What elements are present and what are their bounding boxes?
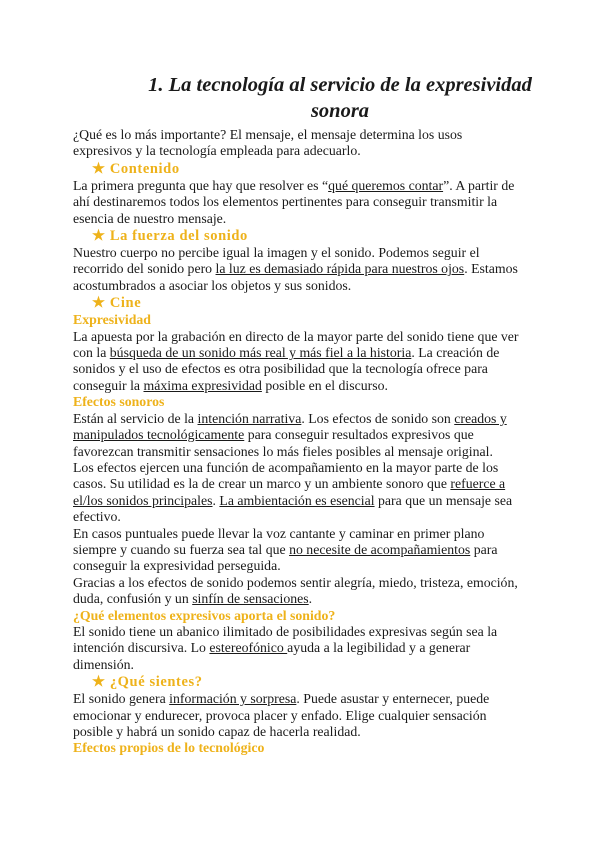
efectos-paragraph-3 xyxy=(73,526,523,575)
heading-elementos-expresivos: ¿Qué elementos expresivos aporta el sonido? xyxy=(73,607,336,623)
underlined-phrase: qué queremos contar xyxy=(328,177,444,193)
sientes-paragraph xyxy=(73,691,523,740)
efectos-paragraph-1 xyxy=(73,411,523,460)
underlined-phrase: La ambientación es esencial xyxy=(219,492,375,508)
text-run: . Estamos acostumbrados a asociar los objetos y sus sonidos. xyxy=(73,261,518,293)
heading-efectos-sonoros: Efectos sonoros xyxy=(73,394,165,410)
title-line-1: 1. La tecnología al servicio de la expresividad xyxy=(148,74,532,96)
intro-paragraph: ¿Qué es lo más importante? El mensaje, el mensaje determina los usos expresivos y la tecnología empleada para adecuarlo. xyxy=(73,127,463,159)
heading-contenido: ★ Contenido xyxy=(92,160,180,177)
text-run: . xyxy=(212,492,220,508)
text-run: Los efectos ejercen una función de acompañamiento en la mayor parte de los casos. Su utilidad es la de crear un marco y un ambiente sonoro que xyxy=(73,459,499,492)
text-run: para conseguir la expresividad perseguida. xyxy=(73,541,498,574)
efectos-paragraph-4 xyxy=(73,575,523,608)
text-run: para que un mensaje sea efectivo. xyxy=(73,492,513,525)
text-run: para conseguir resultados expresivos que favorezcan transmitir sensaciones lo más fieles posibles al mensaje original. xyxy=(73,427,493,459)
underlined-phrase: intención narrativa xyxy=(197,410,302,426)
text-run: . Los efectos de sonido son xyxy=(301,410,455,426)
page-title xyxy=(120,72,560,124)
text-run: . xyxy=(308,591,313,607)
text-run: En casos puntuales puede llevar la voz cantante y caminar en primer plano siempre y cuando su fuerza sea tal que xyxy=(73,525,485,557)
underlined-phrase: la luz es demasiado rápida para nuestros ojos xyxy=(215,261,465,277)
text-run: ayuda a la legibilidad y a generar dimensión. xyxy=(73,640,471,672)
heading-cine: ★ Cine xyxy=(92,295,142,312)
text-run: . La creación de sonidos y el uso de efectos es otra posibilidad que la tecnología ofrece para conseguir la xyxy=(73,345,500,393)
title-line-2: sonora xyxy=(310,100,370,122)
underlined-phrase: refuerce a el/los sonidos principales xyxy=(73,476,506,508)
text-run: Gracias a los efectos de sonido podemos sentir alegría, miedo, tristeza, emoción, duda, confusión y un xyxy=(73,574,518,607)
underlined-phrase: máxima expresividad xyxy=(143,377,262,393)
text-run: Están al servicio de la xyxy=(73,410,198,426)
text-run: ”. A partir de ahí destinaremos todos los elementos pertinentes para conseguir transmitir la esencia de nuestro mensaje. xyxy=(73,177,515,226)
elementos-paragraph xyxy=(73,624,523,673)
text-run: El sonido tiene un abanico ilimitado de posibilidades expresivas según sea la intención discursiva. Lo xyxy=(73,623,498,656)
text-run: posible en el discurso. xyxy=(261,377,388,393)
underlined-phrase: información y sorpresa xyxy=(169,691,297,707)
underlined-phrase: no necesite de acompañamientos xyxy=(289,541,471,557)
heading-efectos-propios: Efectos propios de lo tecnológico xyxy=(73,740,265,756)
text-run: . Puede asustar y enternecer, puede emocionar y endurecer, provoca placer y enfado. Elige cualquier sensación posible y habrá un sonido capaz de hacerla realidad. xyxy=(73,691,490,739)
expresividad-paragraph xyxy=(73,329,523,395)
fuerza-paragraph xyxy=(73,245,523,294)
text-run: La apuesta por la grabación en directo de la mayor parte del sonido tiene que ver con la xyxy=(73,328,519,361)
underlined-phrase: búsqueda de un sonido más real y más fiel a la historia xyxy=(109,345,412,361)
contenido-paragraph xyxy=(73,178,523,227)
efectos-paragraph-2 xyxy=(73,460,523,526)
text-run: La primera pregunta que hay que resolver es “ xyxy=(73,177,329,193)
heading-que-sientes: ★ ¿Qué sientes? xyxy=(92,674,203,691)
underlined-phrase: creados y manipulados tecnológicamente xyxy=(73,410,507,443)
document-body xyxy=(73,127,523,757)
text-run: El sonido genera xyxy=(73,691,170,707)
heading-expresividad: Expresividad xyxy=(73,312,151,328)
text-run: Nuestro cuerpo no percibe igual la imagen y el sonido. Podemos seguir el recorrido del sonido pero xyxy=(73,245,480,277)
underlined-phrase: sinfín de sensaciones xyxy=(192,591,309,607)
heading-fuerza-del-sonido: ★ La fuerza del sonido xyxy=(92,228,248,245)
underlined-phrase: estereofónico xyxy=(209,640,288,656)
